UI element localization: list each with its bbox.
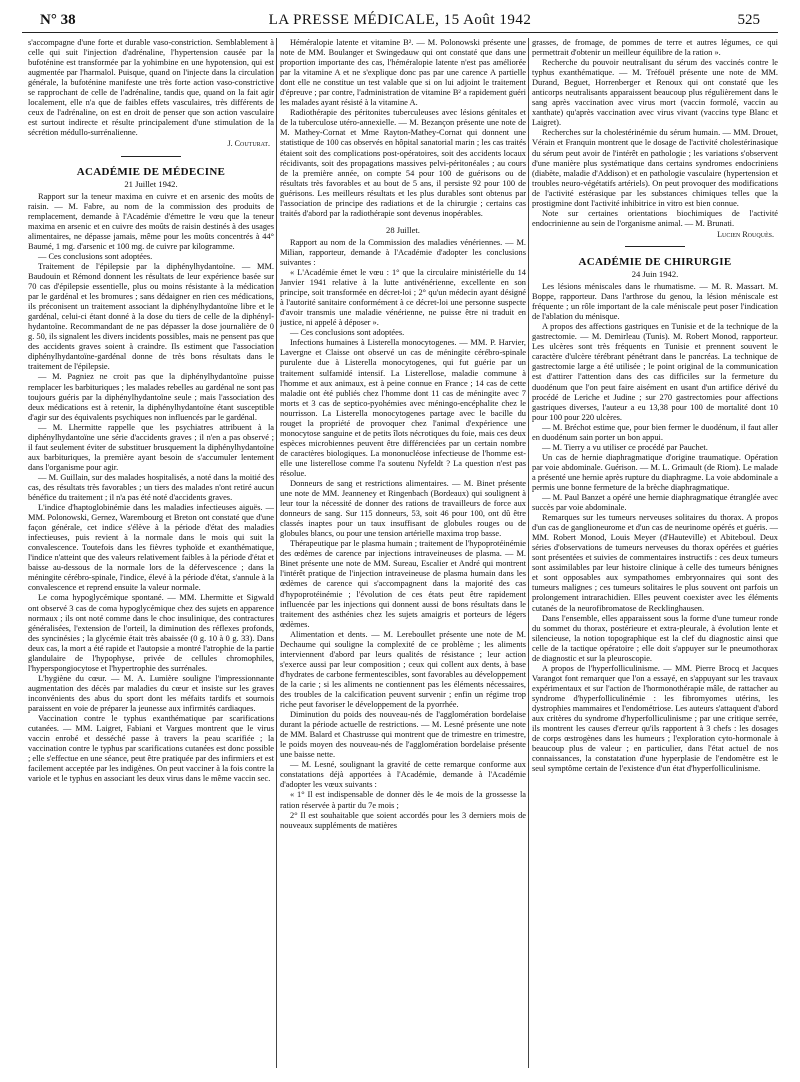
article: Donneurs de sang et restrictions alimentaires. — M. Binet présente une note de MM. Jeanneney et Ringenbach (Bordeaux) qui soulignent à leur tour la nécessité de donner des rations de travailleurs de force aux donneurs de sang. Sur 115 donneurs, 53, soit 46 pour 100, ont dû être classés inaptes pour un taux insuffisant de globules rouges ou de globules blancs, ou pour une tension artérielle maxima trop basse. <box>280 479 526 539</box>
article: L'indice d'haptoglobinémie dans les maladies infectieuses aiguës. — MM. Polonowski, Gernez, Warembourg et Breton ont constaté que d'une façon générale, cet indice s'élève à la période d'état des maladies infectieuses, puis revient à la normale dans le mois qui suit la convalescence. Toutefois dans les fièvres typhoïde et exanthématique, l'indice n'atteint que des valeurs relativement faibles à la période d'état et baisse au-dessous de la normale lors de la défervescence ; dans la méningite cérébro-spinale, l'indice, élevé à la période d'état, s'annule à la convalescence et reprend ensuite la valeur normale. <box>28 503 274 593</box>
paragraph: « L'Académie émet le vœu : 1° que la circulaire ministérielle du 14 Janvier 1941 relative à la lutte antivénérienne, excellente en son principe, soit transformée en décret-loi ; 2° qu'un médecin ayant désigné à l'autorité sanitaire conformément à ce décret-loi une personne suspecte d'avoir transmis une maladie vénérienne, ne puisse être ni traduit en justice, ni appelé à déposer ». <box>280 268 526 328</box>
column-divider-1 <box>276 38 277 1068</box>
column-divider-2 <box>528 38 529 1068</box>
article: Héméralopie latente et vitamine B². — M. Polonowski présente une note de MM. Boulanger et Swingedauw qui ont constaté que dans une proportion importante des cas, l'héméralopie latente n'est pas améliorée par la vitamine A et ne s'explique donc pas par une carence A partielle dont elle ne constitue un test valable que si on lui adjoint le traitement d'épreuve ; par contre, l'administration de vitamine B² a rapidement guéri les malades ayant résisté à la vitamine A. <box>280 38 526 108</box>
article: Recherches sur la cholestérinémie du sérum humain. — MM. Drouet, Vérain et Franquin montrent que le dosage de l'activité cholestérinasique du sérum peut avoir de l'intérêt en pathologie ; les variations s'observent d'une manière plus systématique dans certains syndromes endocriniens (diabète, maladie d'Addison) et en pathologie vasculaire (hypertension et troubles neuro-végétatifs artériels). On peut provoquer des modifications de l'activité estérasique par les substances chimiques telles que la prostigmine dont l'activité inhibitrice in vitro est bien connue. <box>532 128 778 208</box>
session-date: 24 Juin 1942. <box>631 268 679 279</box>
column-2 <box>280 38 526 1068</box>
article: Les lésions méniscales dans le rhumatisme. — M. R. Massart. M. Boppe, rapporteur. Dans l'arthrose du genou, la lésion méniscale est fréquente ; un rôle important de la cale méniscale peut poser l'indication de l'ablation du ménisque. <box>532 282 778 322</box>
article: Rapport au nom de la Commission des maladies vénériennes. — M. Milian, rapporteur, demande à l'Académie d'adopter les conclusions suivantes : <box>280 237 526 267</box>
paragraph: — Ces conclusions sont adoptées. <box>290 328 405 338</box>
paragraph: — M. Lhermitte rappelle que les psychiatres attribuent à la diphénylhydantoïne une série d'accidents graves ; il n'en a pas observé ; il faut seulement éviter de substituer brusquement la diphénylhydantoïne aux barbituriques, la première ayant besoin de s'accumuler lentement dans l'organisme pour agir. <box>28 422 274 472</box>
article: Radiothérapie des péritonites tuberculeuses avec lésions génitales et de la tuberculose utéro-annexielle. — M. Bezançon présente une note de M. Mathey-Cornat et Mme Rayton-Mathey-Cornat qui donnent une statistique de 100 cas observés en hôpital sanatorial marin ; les cas traités étaient soit des complications post-opératoires, soit des accidents locaux récidivants, soit des propagations massives pelvi-péritonéales ; au cours de la première année, on compte 54 pour 100 de guérisons ou de résultats très favorables et au bout de 5 ans, il persiste 92 pour 100 de guérisons. Les meilleurs résultats et les plus durables sont obtenus par l'association de principe des radiations et de la chirurgie ; certains cas traités d'abord par la radiothérapie sont devenus inopérables. <box>280 108 526 218</box>
article: Infections humaines à Listerella monocytogenes. — MM. P. Harvier, Lavergne et Claisse ont observé un cas de méningite cérébro-spinale purulente due à Listerella monocytogenes, qui fut guérie par un traitement sulfamidé intensif. La Listerellose, maladie commune à l'homme et aux animaux, est à peine connue en France ; 14 cas de cette maladie ont été publiés chez l'homme dont 11 cas de méningite avec 7 morts et 3 cas de septico-pyohémies avec méningo-encéphalite chez le nourrisson. La Listerella monocytogenes partage avec le bacille du rouget la propriété de provoquer chez l'animal d'expérience une monocytose sanguine et de petits îlots nécrotiques du foie, mais ces deux espèces microbiennes peuvent être différenciées par un certain nombre de caractères biologiques. La mononucléose infectieuse de l'homme est-elle une listerellose comme l'a soutenu Nyfeldt ? La question n'est pas résolue. <box>280 338 526 478</box>
journal-title: LA PRESSE MÉDICALE, 15 Août 1942 <box>268 12 532 28</box>
article: Vaccination contre le typhus exanthématique par scarifications cutanées. — MM. Laigret, Fabiani et Vargues montrent que le virus vaccin enrobé et desséché passe à travers la peau scarifiée ; la vaccination contre le typhus par scarifications cutanées est donc possible ; elle s'effectue en une séance, peut être pratiquée par des infirmiers et est facilement acceptée par les indigènes. On peut vacciner à la fois contre la variole et le typhus en associant les deux virus dans le même vaccin sec. <box>28 714 274 784</box>
header-rule <box>22 32 778 33</box>
article: Un cas de hernie diaphragmatique d'origine traumatique. Opération par voie abdominale. Guérison. — M. L. Grimault (de Riom). Le malade a présenté une hernie après rupture du diaphragme. La voie abdominale a permis une bonne fermeture de la brèche diaphragmatique. <box>532 452 778 492</box>
column-1 <box>28 38 274 1068</box>
article: Le coma hypoglycémique spontané. — MM. Lhermitte et Sigwald ont observé 3 cas de coma hypoglycémique chez des sujets en apparence normaux ; ils ont noté comme dans le choc insulinique, des contractures généralisées, l'extension de l'orteil, la diminution des réflexes profonds, des syncinésies ; la glycémie était très abaissée (0 g. 10 à 0 g. 33). Dans deux cas, la mort a été rapide et l'autopsie a montré l'atrophie de la partie glandulaire de l'hypophyse, privée de cellules chromophiles, l'hyperspongiocytose et l'hypertrophie des surrénales. <box>28 593 274 673</box>
short-rule <box>625 246 685 247</box>
short-rule <box>121 156 181 157</box>
section-title: ACADÉMIE DE MÉDECINE <box>76 165 226 178</box>
page-number: 525 <box>737 12 760 28</box>
paragraph: — M. Bréchot estime que, pour bien fermer le duodénum, il faut aller en duodénum sain porter un bon appui. <box>532 422 778 442</box>
article: Note sur certaines orientations biochimiques de l'activité endocrinienne au sein de l'organisme animal. — M. Brunati. <box>532 208 778 228</box>
issue-number: N° 38 <box>40 12 76 28</box>
session-date: 21 Juillet 1942. <box>124 178 178 189</box>
article: Thérapeutique par le plasma humain ; traitement de l'hypoprotéinémie des œdèmes de carence par injections intraveineuses de plasma. — M. Binet présente une note de MM. Sureau, Escalier et André qui montrent l'intérêt pratique de l'injection intraveineuse de plasma humain dans les œdèmes de carence qui s'accompagnent dans la majorité des cas d'hypoprotéinémie ; l'évolution de ces états peut être rapidement influencée par les injections qui donnent aussi de bons résultats dans le traitement des asthénies chez les sujets amaigris et porteurs de légers œdèmes. <box>280 539 526 629</box>
article: A propos des affections gastriques en Tunisie et de la technique de la gastrectomie. — M. Demirleau (Tunis). M. Robert Monod, rapporteur. Les ulcères sont très fréquents en Tunisie et prennent souvent le caractère d'ulcère térébrant pénétrant dans le pancréas. La technique de gastrectomie large a été utilisée ; le point original de la communication est d'attirer l'attention dans des cas difficiles sur la fermeture du duodénum que l'on peut faire aisément en usant d'un artifice dérivé du procédé de Leriche et Judine ; sur 270 gastrectomies pour affections gastriques diverses, l'auteur a eu 13,38 pour 100 de mortalité dont 10 pour 100 pour 220 ulcères. <box>532 322 778 422</box>
column-3 <box>532 38 778 1068</box>
paragraph: — M. Pagniez ne croit pas que la diphénylhydantoïne puisse remplacer les barbituriques ; les malades rebelles au gardénal ne sont pas toujours guéris par la diphénylhydantoïne seule ; mais l'association des deux médications est à retenir, la diphénylhydantoïne étant susceptible d'agir sur des équivalents psychiques non influencés par le gardénal. <box>28 372 274 422</box>
paragraph: — M. Tierry a vu utiliser ce procédé par Pauchet. <box>542 442 708 452</box>
paragraph: « 1° Il est indispensable de donner dès le 4e mois de la grossesse la ration réservée à partir du 7e mois ; <box>280 790 526 810</box>
article: Recherche du pouvoir neutralisant du sérum des vaccinés contre le typhus exanthématique. — M. Tréfouël présente une note de MM. Durand, Beguet, Horrenberger et Renoux qui ont constaté que les anticorps neutralisants apparaissent beaucoup plus régulièrement dans le sang après vaccination avec virus mort (vaccin formolé, vaccin au xanthate) qu'après vaccination avec virus vivant (vaccins type Blanc et Laigret). <box>532 58 778 128</box>
article: A propos de l'hyperfolliculinisme. — MM. Pierre Brocq et Jacques Varangot font remarquer que l'on a essayé, en s'appuyant sur les travaux expérimentaux et sur l'action de l'hormonothérapie mâle, de rattacher au syndrome d'hyperfolliculinémie : les fibromyomes utérins, les dystrophies mammaires et l'endométriose. Les auteurs s'attaquent d'abord aux critères du syndrome d'hyperfolliculinisme ; par une critique serrée, ils montrent les causes d'erreur qu'ils rapportent à 3 chefs : les dosages de corps œstrogènes dans les humeurs ; l'exploration cyto-hormonale à beaucoup plus de valeur ; en particulier, dans l'état actuel de nos connaissances, la constatation d'une hyperplasie de l'endomètre est le seul symptôme certain de l'existence d'un état d'hyperfolliculinisme. <box>532 663 778 774</box>
paragraph: Dans l'ensemble, elles apparaissent sous la forme d'une tumeur ronde du sommet du thorax, postérieure et extra-pleurale, à évolution lente et silencieuse, la notion topographique est la clef du diagnostic ainsi que celle de la tactique opératoire ; elle doit s'appuyer sur le pneumothorax de diagnostic et sur la pleuroscopie. <box>532 613 778 663</box>
signature: Lucien Rouquès. <box>717 229 774 239</box>
article: Remarques sur les tumeurs nerveuses solitaires du thorax. A propos d'un cas de ganglioneurome et d'un cas de neurinome opérés et guéris. — MM. Robert Monod, Louis Meyer (d'Hauteville) et Abiteboul. Deux séries d'observations de tumeurs nerveuses du thorax opérées et guéries sont présentées et suivies de commentaires instructifs : ces deux tumeurs sont assimilables par leur histoire clinique à celle des tumeurs bénignes et sont opposables aux sympathomes embryonnaires qui sont des tumeurs malignes ; ces tumeurs solitaires le plus souvent ont parfois un prolongement intrarachidien. Elles peuvent coexister avec les éléments cutanés de la neurofibromatose de Recklinghausen. <box>532 513 778 613</box>
paragraph: 2° Il est souhaitable que soient accordés pour les 3 derniers mois de nouveaux suppléments de matières <box>280 810 526 830</box>
article: Diminution du poids des nouveau-nés de l'agglomération bordelaise durant la période actuelle de restrictions. — M. Lesné présente une note de MM. Balard et Chastrusse qui montrent que de trimestre en trimestre, le poids moyen des nouveau-nés de l'agglomération bordelaise présente une baisse nette. <box>280 710 526 760</box>
page-header <box>22 10 778 32</box>
article: L'hygiène du cœur. — M. A. Lumière souligne l'impressionnante augmentation des décès par maladies du cœur et insiste sur les graves inconvénients des abus du sport dont les méfaits tardifs et sournois paraissent en voie de préparer la jeunesse aux infirmités cardiaques. <box>28 673 274 713</box>
signature: J. Couturat. <box>227 139 270 149</box>
paragraph: — Ces conclusions sont adoptées. <box>38 251 153 261</box>
paragraph: — M. Guillain, sur des malades hospitalisés, a noté dans la moitié des cas, des résultats très favorables ; un tiers des malades n'ont retiré aucun bénéfice du traitement ; il n'a pas été noté d'accidents graves. <box>28 472 274 503</box>
paragraph: — M. Lesné, soulignant la gravité de cette remarque conforme aux constatations déjà apportées à l'Académie, demande à l'Académie d'adopter les vœux suivants : <box>280 760 526 790</box>
article: Traitement de l'épilepsie par la diphénylhydantoïne. — MM. Baudouin et Rémond donnent les résultats de leur expérience basée sur 70 cas d'épilepsie essentielle, plus ou moins résistante à la médication par le gardénal et les bromures ; sans dédaigner en rien ces médications, ils préconisent un traitement associant la diphénylhydantoïne libre et le gardénal, celui-ci étant donné à la dose du tiers de celle de la diphényl-hydantoïne. Recommandant de ne pas dépasser la dose journalière de 0 g. 50, ils signalent les divers incidents possibles, mais ne pensent pas que des accidents graves soient à craindre. Ils estiment que l'association diphénylhydantoïne-gardénal donne de très bons résultats dans le traitement de l'épilepsie. <box>28 261 274 372</box>
session-date: 28 Juillet. <box>386 224 420 235</box>
section-title: ACADÉMIE DE CHIRURGIE <box>578 255 732 268</box>
article: Alimentation et dents. — M. Lereboullet présente une note de M. Dechaume qui souligne la complexité de ce problème ; les aliments interviennent d'abord par leurs qualités de résistance ; leur action s'exerce aussi par leur composition ; ceux qui collent aux dents, à base d'hydrates de carbone fermentescibles, sont favorables au développement de la carie ; si les aliments ne contiennent pas les éléments nécessaires, des troubles de la calcification peuvent survenir ; enfin un régime trop riche peut favoriser le développement de la pyorrhée. <box>280 629 526 710</box>
article: Rapport sur la teneur maxima en cuivre et en arsenic des moûts de raisin. — M. Fabre, au nom de la commission des produits de remplacement, demande à l'Académie d'émettre le vœu que la teneur maxima en arsenic et en cuivre des moûts de raisin destinés à des usages alimentaires, ne dépasse jamais, même pour les moûts concentrés à 44° Baumé, 1 mg. d'arsenic et 100 mg. de cuivre par kilogramme. <box>28 191 274 251</box>
paragraph: — M. Paul Banzet a opéré une hernie diaphragmatique étranglée avec succès par voie abdominale. <box>532 493 778 513</box>
paragraph: grasses, de fromage, de pommes de terre et autres légumes, ce qui permettrait d'obtenir un meilleur équilibre de la ration ». <box>532 38 778 58</box>
paragraph: s'accompagne d'une forte et durable vaso-constriction. Semblablement à celle qui suit l'injection d'adrénaline, l'hypertension causée par la bufoténine est transformée par la yohimbine en une hypotension, qui est augmentée par l'harmalol. Puisque, quand on l'injecte dans la circulation générale, la bufoténine manifeste une très forte action vaso-constrictive se rapprochant de celle de l'adrénaline, tandis que, quand on la fait agir localement, elle n'a que de faibles effets vasculaires, très différents de ceux de l'adrénaline, on est en droit de penser que son action vasculaire est surtout indirecte et résulte principalement d'une stimulation de la sécrétion médullo-surrénalienne. <box>28 38 274 138</box>
